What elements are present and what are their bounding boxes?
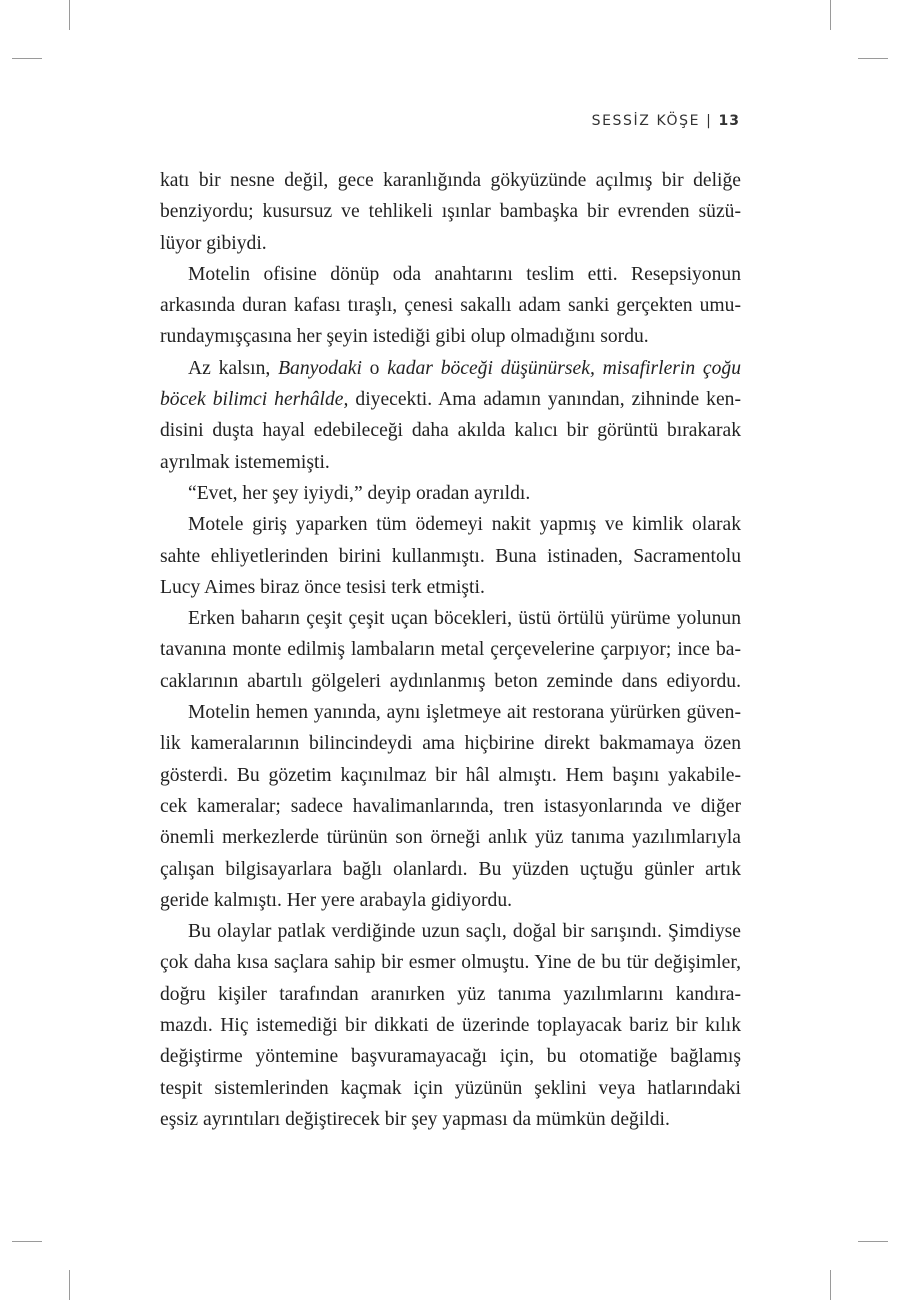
text-line: Motelin hemen yanında, aynı işletmeye ait restorana yürürken güven- [188,702,741,724]
text-line [160,353,741,384]
text-line: çok daha kısa saçlara sahip bir esmer olmuştu. Yine de bu tür değişimler, [160,952,741,974]
text-line: önemli merkezlerde türünün son örneği anlık yüz tanıma yazılımlarıyla [160,827,741,849]
text-line: Motele giriş yaparken tüm ödemeyi nakit yapmış ve kimlik olarak [188,514,741,536]
italic-text: böcek bilimci herhâlde, [160,389,349,411]
text-segment: o [361,357,388,379]
text-line: tavanına monte edilmiş lambaların metal çerçevelerine çarpıyor; ince ba- [160,639,741,661]
crop-mark-bottom-left-horizontal [12,1241,42,1242]
crop-mark-bottom-right-horizontal [858,1241,888,1242]
paragraph [160,603,741,697]
text-line: ayrılmak istememişti. [160,451,330,473]
text-line: arkasında duran kafası tıraşlı, çenesi sakallı adam sanki gerçekten umu- [160,295,741,317]
text-segment: diyecekti. Ama adamın yanından, zihninde ken- [348,389,741,411]
text-line: rundaymışçasına her şeyin istediği gibi olup olmadığını sordu. [160,326,649,348]
text-line: sahte ehliyetlerinden birini kullanmıştı. Buna istinaden, Sacramentolu [160,545,741,567]
paragraph [160,509,741,603]
crop-mark-top-right-vertical [830,0,831,30]
text-line: Bu olaylar patlak verdiğinde uzun saçlı, doğal bir sarışındı. Şimdiyse [188,921,741,943]
text-line: gösterdi. Bu gözetim kaçınılmaz bir hâl almıştı. Hem başını yakabile- [160,764,741,786]
text-line: çalışan bilgisayarlara bağlı olanlardı. Bu yüzden uçtuğu günler artık [160,858,741,880]
crop-mark-top-right-horizontal [858,58,888,59]
paragraph [160,165,741,259]
text-line: mazdı. Hiç istemediği bir dikkati de üzerinde toplayacak bariz bir kılık [160,1015,741,1037]
text-segment: Az kalsın, [188,357,279,379]
text-line: lik kameralarının bilincindeydi ama hiçbirine direkt bakmamaya özen [160,733,741,755]
text-line: değiştirme yöntemine başvuramayacağı için, bu otomatiğe bağlamış [160,1046,741,1068]
crop-mark-bottom-right-vertical [830,1270,831,1300]
crop-mark-bottom-left-vertical [69,1270,70,1300]
crop-mark-top-left-vertical [69,0,70,30]
text-line: tespit sistemlerinden kaçmak için yüzünün şeklini veya hatlarındaki [160,1077,741,1099]
text-line: “Evet, her şey iyiydi,” deyip oradan ayrıldı. [188,482,531,504]
text-line [160,384,741,415]
paragraph [160,916,741,1135]
book-title: SESSİZ KÖŞE [591,113,701,129]
paragraph [160,353,741,478]
text-line: cek kameralar; sadece havalimanlarında, tren istasyonlarında ve diğer [160,795,741,817]
text-line: caklarının abartılı gölgeleri aydınlanmış beton zeminde dans ediyordu. [160,670,741,692]
paragraph [160,478,741,509]
text-line: Lucy Aimes biraz önce tesisi terk etmişti. [160,576,485,598]
body-text [160,165,741,1135]
text-line: benziyordu; kusursuz ve tehlikeli ışınlar bambaşka bir evrenden süzü- [160,201,741,223]
italic-text: kadar böceği düşünürsek, misafirlerin çoğu [387,357,741,379]
text-line: Erken baharın çeşit çeşit uçan böcekleri, üstü örtülü yürüme yolunun [188,608,741,630]
running-header [592,113,740,129]
crop-mark-top-left-horizontal [12,58,42,59]
text-line: disini duşta hayal edebileceği daha akılda kalıcı bir görüntü bırakarak [160,420,741,442]
page-number: 13 [718,113,740,129]
text-line: eşsiz ayrıntıları değiştirecek bir şey yapması da mümkün değildi. [160,1108,670,1130]
italic-text: Banyodaki [278,357,362,379]
text-line: Motelin ofisine dönüp oda anahtarını teslim etti. Resepsiyonun [188,263,741,285]
text-line: katı bir nesne değil, gece karanlığında gökyüzünde açılmış bir deliğe [160,170,741,191]
paragraph [160,697,741,916]
paragraph [160,259,741,353]
text-line: lüyor gibiydi. [160,232,267,254]
header-separator: | [706,113,713,129]
text-line: geride kalmıştı. Her yere arabayla gidiyordu. [160,889,513,911]
text-line: doğru kişiler tarafından aranırken yüz tanıma yazılımlarını kandıra- [160,983,741,1005]
